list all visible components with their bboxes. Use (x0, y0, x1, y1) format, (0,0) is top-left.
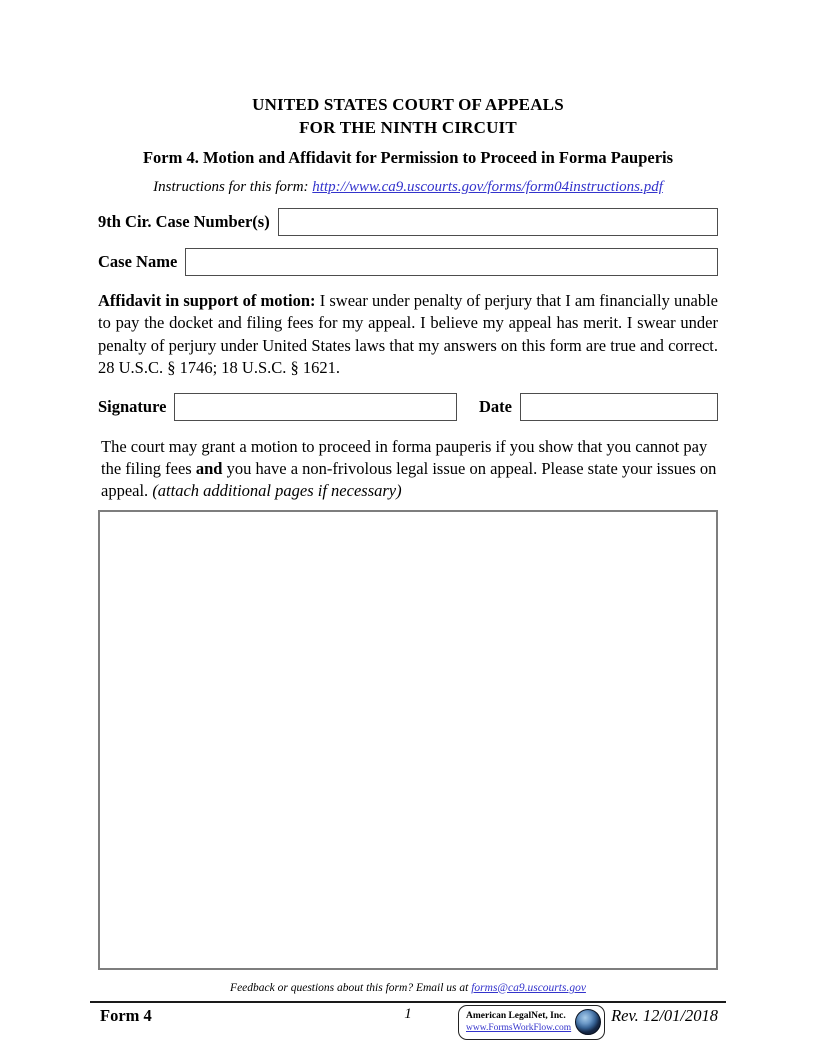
date-input[interactable] (520, 393, 718, 421)
globe-icon (575, 1009, 601, 1035)
instructions-link[interactable]: http://www.ca9.uscourts.gov/forms/form04instructions.pdf (312, 179, 663, 195)
court-title-line2: FOR THE NINTH CIRCUIT (299, 118, 517, 137)
footer (98, 1005, 718, 1045)
signature-input[interactable] (174, 393, 457, 421)
footer-rule (90, 1001, 726, 1003)
form-title: Form 4. Motion and Affidavit for Permission to Proceed in Forma Pauperis (142, 148, 674, 167)
feedback-line (98, 981, 718, 996)
instructions-label: Instructions for this form: (153, 179, 313, 195)
case-name-row (98, 248, 718, 276)
motion-note-and: and (195, 458, 223, 478)
legalnet-name: American LegalNet, Inc. (466, 1011, 566, 1022)
court-title (98, 0, 718, 139)
case-name-label: Case Name (98, 252, 178, 271)
court-title-line1: UNITED STATES COURT OF APPEALS (252, 95, 564, 114)
affidavit-lead: Affidavit in support of motion: (98, 291, 316, 310)
motion-note-part2: you have a non-frivolous legal issue on appeal. Please state your issues on appeal. (101, 458, 717, 501)
signature-label: Signature (98, 396, 167, 416)
signature-row (98, 393, 718, 421)
issues-textarea[interactable] (98, 510, 718, 970)
legalnet-logo (458, 1005, 605, 1040)
date-label: Date (479, 396, 512, 416)
affidavit-body: I swear under penalty of perjury that I am financially unable to pay the docket and filing fees for my appeal. I believe my appeal has merit. I swear under penalty of perjury under United States laws that my answers on this form are true and correct. 28 U.S.C. § 1746; 18 U.S.C. § 1621. (98, 291, 718, 378)
affidavit-paragraph (98, 290, 718, 380)
footer-form-label: Form 4 (100, 1005, 152, 1025)
case-number-label: 9th Cir. Case Number(s) (98, 212, 270, 231)
motion-note-paragraph (98, 436, 718, 503)
instructions-line (98, 178, 718, 197)
form-content (98, 0, 718, 1045)
case-name-input[interactable] (185, 248, 718, 276)
feedback-text: Feedback or questions about this form? Email us at (230, 981, 472, 994)
legalnet-text (466, 1010, 571, 1034)
case-number-input[interactable] (278, 208, 718, 236)
motion-note-part1: The court may grant a motion to proceed in forma pauperis if you show that you cannot pay the filing fees (101, 436, 708, 478)
case-number-row (98, 208, 718, 236)
page-number: 1 (404, 1005, 412, 1022)
motion-note-attach: (attach additional pages if necessary) (152, 481, 402, 501)
feedback-email-link[interactable]: forms@ca9.uscourts.gov (471, 981, 586, 994)
revision-date: Rev. 12/01/2018 (611, 1005, 718, 1025)
legalnet-url-link[interactable]: www.FormsWorkFlow.com (466, 1023, 572, 1034)
